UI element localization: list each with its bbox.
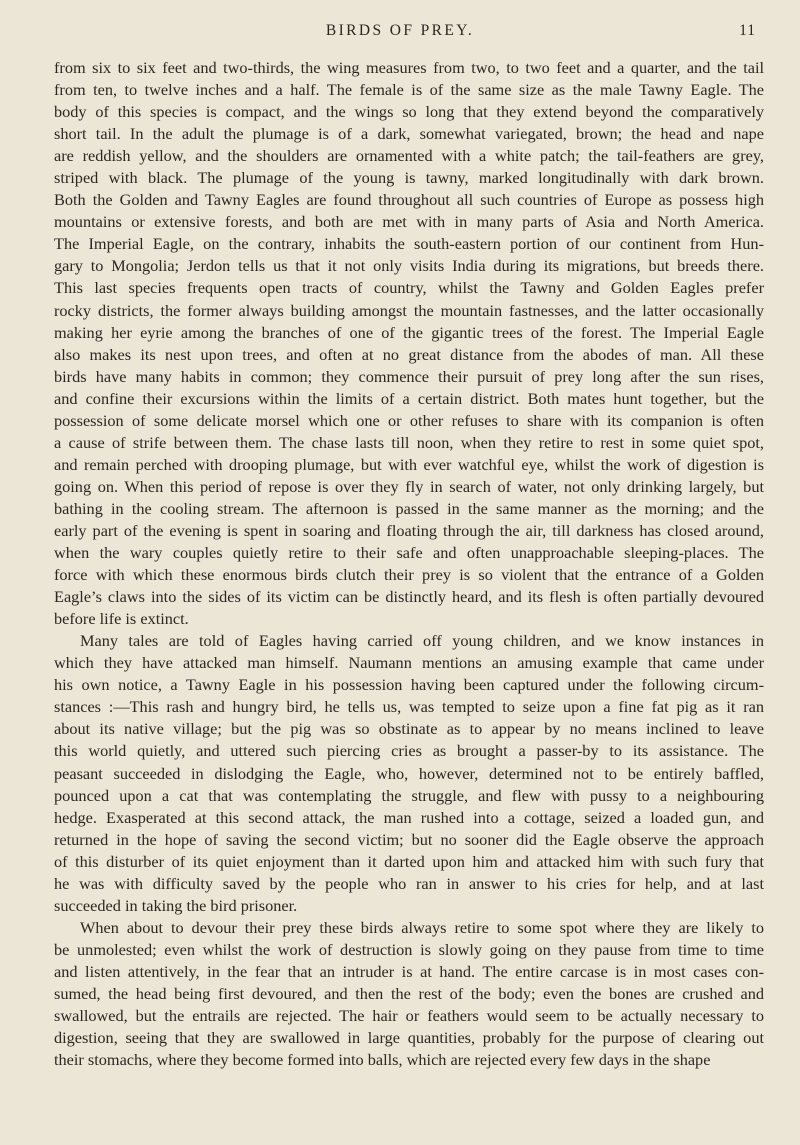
text-line: he was with difficulty saved by the people who ran in answer to his cries for help, and at last <box>54 873 764 893</box>
text-line: stances :—This rash and hungry bird, he tells us, was tempted to seize upon a fine fat pig as it ran <box>54 697 764 717</box>
text-line: when the wary couples quietly retire to their safe and often unapproachable sleeping-places. The <box>54 543 764 563</box>
text-line: When about to devour their prey these birds always retire to some spot where they are likely to <box>80 917 764 937</box>
text-line: this world quietly, and uttered such piercing cries as brought a passer-by to its assistance. The <box>54 741 764 761</box>
text-line: going on. When this period of repose is over they fly in search of water, not only drinking largely, but <box>54 476 764 496</box>
text-line: early part of the evening is spent in soaring and floating through the air, till darkness has closed around, <box>54 520 764 540</box>
text-line: Both the Golden and Tawny Eagles are found throughout all such countries of Europe as possess high <box>54 190 764 210</box>
text-line: sumed, the head being first devoured, and then the rest of the body; even the bones are crushed and <box>54 983 764 1003</box>
text-line: rocky districts, the former always building amongst the mountain fastnesses, and the latter occasionally <box>54 300 764 320</box>
text-line: a cause of strife between them. The chase lasts till noon, when they retire to rest in some quiet spot, <box>54 432 764 452</box>
text-line: bathing in the cooling stream. The afternoon is passed in the same manner as the morning; and the <box>54 498 764 518</box>
page-number: 11 <box>739 22 756 39</box>
running-head <box>0 22 800 46</box>
text-line: are reddish yellow, and the shoulders are ornamented with a white patch; the tail-feathers are grey, <box>54 146 764 166</box>
text-line: possession of some delicate morsel which one or other refuses to share with its companion is often <box>54 410 764 430</box>
paragraph <box>54 917 764 1071</box>
running-title: BIRDS OF PREY. <box>325 22 475 39</box>
text-line: force with which these enormous birds clutch their prey is so violent that the entrance of a Golden <box>54 565 764 585</box>
text-line: and listen attentively, in the fear that an intruder is at hand. The entire carcase is in most cases con- <box>54 961 764 981</box>
body-text <box>54 57 764 1071</box>
text-line: from six to six feet and two-thirds, the wing measures from two, to two feet and a quarter, and the tail <box>54 58 764 77</box>
text-line: be unmolested; even whilst the work of destruction is slowly going on they pause from time to time <box>54 939 764 959</box>
text-line: returned in the hope of saving the second victim; but no sooner did the Eagle observe the approach <box>54 829 764 849</box>
text-line: making her eyrie among the branches of one of the gigantic trees of the forest. The Imperial Eagle <box>54 322 764 342</box>
text-line: swallowed, but the entrails are rejected. The hair or feathers would seem to be actually necessary to <box>54 1006 764 1026</box>
text-line: succeeded in taking the bird prisoner. <box>54 895 298 915</box>
paragraph <box>54 57 764 630</box>
text-line: which they have attacked man himself. Naumann mentions an amusing example that came under <box>54 653 764 673</box>
text-line: and confine their excursions within the limits of a certain district. Both mates hunt together, but the <box>54 388 764 408</box>
text-line: peasant succeeded in dislodging the Eagle, who, however, determined not to be entirely baffled, <box>54 763 764 783</box>
text-line: The Imperial Eagle, on the contrary, inhabits the south-eastern portion of our continent from Hun- <box>54 234 764 254</box>
text-line: short tail. In the adult the plumage is of a dark, somewhat variegated, brown; the head and nape <box>54 124 764 144</box>
text-line: from ten, to twelve inches and a half. The female is of the same size as the male Tawny Eagle. The <box>54 80 764 100</box>
text-line: mountains or extensive forests, and both are met with in many parts of Asia and North America. <box>54 212 764 232</box>
text-line: also makes its nest upon trees, and often at no great distance from the abodes of man. All these <box>54 344 764 364</box>
text-line: of this disturber of its quiet enjoyment than it darted upon him and attacked him with such fury that <box>54 851 764 871</box>
text-line: pounced upon a cat that was contemplating the struggle, and flew with pussy to a neighbouring <box>54 785 764 805</box>
paragraph <box>54 630 764 917</box>
text-line: gary to Mongolia; Jerdon tells us that it not only visits India during its migrations, but breeds there. <box>54 256 764 276</box>
text-line: before life is extinct. <box>54 609 189 629</box>
text-line: and remain perched with drooping plumage, but with ever watchful eye, whilst the work of digestion is <box>54 454 764 474</box>
text-line: birds have many habits in common; they commence their pursuit of prey long after the sun rises, <box>54 366 764 386</box>
text-line: striped with black. The plumage of the young is tawny, marked longitudinally with dark brown. <box>54 168 764 188</box>
text-line: body of this species is compact, and the wings so long that they extend beyond the comparatively <box>54 102 764 122</box>
text-line: about its native village; but the pig was so obstinate as to appear by no means inclined to leave <box>54 719 764 739</box>
text-line: their stomachs, where they become formed into balls, which are rejected every few days in the shape <box>54 1050 711 1070</box>
text-line: Many tales are told of Eagles having carried off young children, and we know instances in <box>80 631 764 651</box>
text-line: Eagle’s claws into the sides of its victim can be distinctly heard, and its flesh is often partially devoured <box>54 587 764 607</box>
text-line: digestion, seeing that they are swallowed in large quantities, probably for the purpose of clearing out <box>54 1028 764 1048</box>
text-line: his own notice, a Tawny Eagle in his possession having been captured under the following circum- <box>54 675 764 695</box>
text-line: This last species frequents open tracts of country, whilst the Tawny and Golden Eagles prefer <box>54 278 764 298</box>
text-line: hedge. Exasperated at this second attack, the man rushed into a cottage, seized a loaded gun, and <box>54 807 764 827</box>
